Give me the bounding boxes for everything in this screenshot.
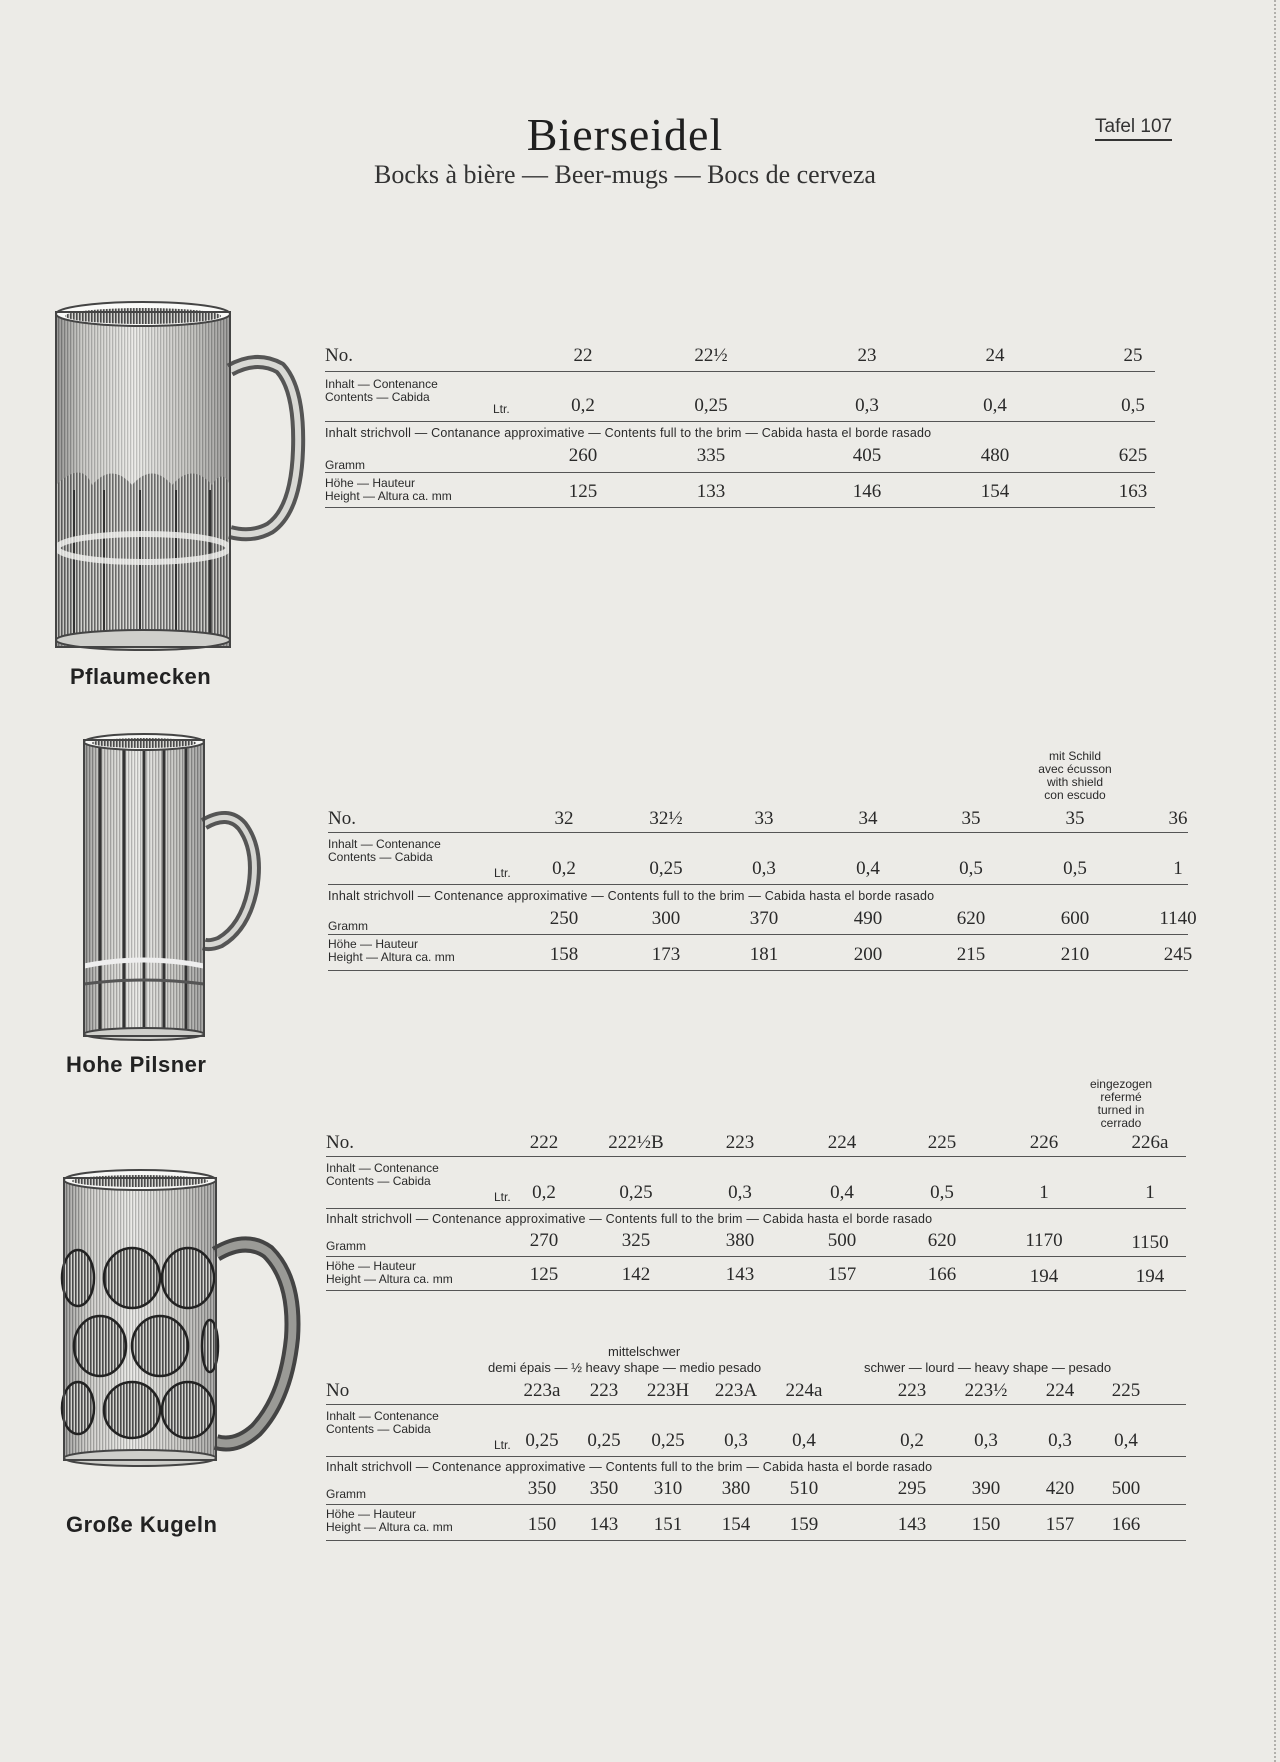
cell-no: 36	[1168, 808, 1188, 829]
no-label: No.	[328, 808, 356, 829]
cell-no: 223A	[714, 1380, 758, 1401]
cell-gramm: 1150	[1131, 1232, 1169, 1253]
cell-gramm: 405	[852, 445, 882, 466]
ltr-unit: Ltr.	[494, 1438, 511, 1452]
cell-height: 158	[549, 944, 579, 965]
full-to-brim-note: Inhalt strichvoll — Contanance approximative — Contents full to the brim — Cabida hasta el borde rasado	[325, 426, 932, 440]
row-divider	[326, 1256, 1186, 1257]
no-label: No.	[326, 1132, 354, 1153]
cell-gramm: 390	[971, 1478, 1001, 1499]
row-divider	[325, 421, 1155, 422]
gramm-label: Gramm	[326, 1487, 366, 1501]
row-divider	[328, 832, 1188, 833]
ltr-unit: Ltr.	[493, 402, 510, 416]
pflaumecken-table	[325, 345, 1155, 515]
cell-ltr: 0,4	[1114, 1430, 1138, 1451]
cell-gramm: 1140	[1159, 908, 1197, 929]
cell-gramm: 260	[568, 445, 598, 466]
cell-gramm: 600	[1060, 908, 1090, 929]
cell-height: 166	[1111, 1514, 1141, 1535]
cell-height: 151	[653, 1514, 683, 1535]
cell-gramm: 295	[897, 1478, 927, 1499]
medium-weight-note: demi épais — ½ heavy shape — medio pesado	[488, 1360, 762, 1375]
cell-no: 25	[1123, 345, 1143, 366]
row-divider	[325, 472, 1155, 473]
cell-no: 34	[858, 808, 878, 829]
cell-gramm: 325	[621, 1230, 651, 1251]
cell-no: 223H	[646, 1380, 690, 1401]
cell-ltr: 0,4	[792, 1430, 816, 1451]
cell-no: 32½	[649, 808, 683, 829]
ltr-unit: Ltr.	[494, 1190, 511, 1204]
hohe-pilsner-table	[328, 749, 1197, 980]
cell-gramm: 250	[549, 908, 579, 929]
cell-no: 226a	[1131, 1132, 1169, 1153]
cell-no: 22	[573, 345, 593, 366]
cell-gramm: 380	[725, 1230, 755, 1251]
cell-height: 200	[853, 944, 883, 965]
cell-height: 163	[1118, 481, 1148, 502]
cell-no: 222½B	[608, 1132, 664, 1153]
cell-gramm: 380	[721, 1478, 751, 1499]
cell-gramm: 510	[789, 1478, 819, 1499]
cell-height: 150	[527, 1514, 557, 1535]
cell-no: 223a	[523, 1380, 561, 1401]
cell-no: 225	[1111, 1380, 1141, 1401]
page-edge-perforation	[1273, 0, 1276, 1762]
cell-no: 224	[1045, 1380, 1075, 1401]
cell-gramm: 1170	[1025, 1230, 1063, 1251]
hohe-pilsner-mug-illustration	[80, 732, 270, 1042]
cell-height: 215	[956, 944, 986, 965]
full-to-brim-note: Inhalt strichvoll — Contenance approximative — Contents full to the brim — Cabida hasta el borde rasado	[328, 889, 935, 903]
cell-no: 223½	[964, 1380, 1008, 1401]
no-label: No.	[325, 345, 353, 366]
pflaumecken-label: Pflaumecken	[70, 664, 212, 689]
cell-height: 166	[927, 1264, 957, 1285]
cell-ltr: 0,3	[1048, 1430, 1072, 1451]
cell-gramm: 500	[1111, 1478, 1141, 1499]
no-label: No	[326, 1380, 350, 1401]
cell-no: 23	[857, 345, 877, 366]
medium-weight-top: mittelschwer	[608, 1344, 681, 1359]
cell-no: 225	[927, 1132, 957, 1153]
cell-no: 223	[725, 1132, 755, 1153]
cell-ltr: 0,2	[552, 858, 576, 879]
cell-no: 22½	[694, 345, 728, 366]
cell-ltr: 0,4	[983, 395, 1007, 416]
page-title: Bierseidel	[526, 109, 724, 160]
gramm-label: Gramm	[326, 1239, 366, 1253]
cell-no: 32	[554, 808, 574, 829]
ltr-unit: Ltr.	[494, 866, 511, 880]
cell-no: 223	[897, 1380, 927, 1401]
cell-no: 35	[961, 808, 981, 829]
cell-no: 24	[985, 345, 1005, 366]
cell-height: 181	[749, 944, 779, 965]
cell-no: 223	[589, 1380, 619, 1401]
cell-height: 133	[696, 481, 726, 502]
cell-gramm: 500	[827, 1230, 857, 1251]
row-divider	[326, 1456, 1186, 1457]
turned-in-note: eingezogen refermé turned in cerrado	[1089, 1077, 1153, 1130]
cell-height: 125	[568, 481, 598, 502]
cell-ltr: 0,2	[532, 1182, 556, 1203]
cell-gramm: 480	[980, 445, 1010, 466]
cell-ltr: 0,25	[651, 1430, 685, 1451]
height-label: Höhe — Hauteur Height — Altura ca. mm	[328, 937, 455, 964]
cell-gramm: 420	[1045, 1478, 1075, 1499]
heavy-weight-note: schwer — lourd — heavy shape — pesado	[864, 1360, 1112, 1375]
cell-gramm: 350	[527, 1478, 557, 1499]
cell-ltr: 0,5	[959, 858, 983, 879]
full-to-brim-note: Inhalt strichvoll — Contenance approximative — Contents full to the brim — Cabida hasta el borde rasado	[326, 1460, 933, 1474]
cell-ltr: 0,25	[587, 1430, 621, 1451]
row-divider	[326, 1504, 1186, 1505]
cell-height: 194	[1029, 1266, 1059, 1287]
cell-gramm: 350	[589, 1478, 619, 1499]
cell-ltr: 0,3	[855, 395, 879, 416]
cell-no: 224	[827, 1132, 857, 1153]
cell-no: 224a	[785, 1380, 823, 1401]
cell-ltr: 0,25	[694, 395, 728, 416]
cell-ltr: 0,25	[619, 1182, 653, 1203]
row-divider	[326, 1156, 1186, 1157]
cell-height: 143	[589, 1514, 619, 1535]
cell-gramm: 300	[651, 908, 681, 929]
cell-height: 146	[852, 481, 882, 502]
row-divider	[328, 970, 1188, 971]
grosse-kugeln-table	[326, 1078, 1186, 1298]
cell-height: 173	[651, 944, 681, 965]
row-divider	[326, 1208, 1186, 1209]
cell-height: 159	[789, 1514, 819, 1535]
cell-ltr: 0,3	[752, 858, 776, 879]
full-to-brim-note: Inhalt strichvoll — Contenance approximative — Contents full to the brim — Cabida hasta el borde rasado	[326, 1212, 933, 1226]
height-label: Höhe — Hauteur Height — Altura ca. mm	[325, 476, 452, 503]
weight-variant-table	[326, 1344, 1186, 1544]
cell-ltr: 0,25	[649, 858, 683, 879]
cell-ltr: 0,3	[724, 1430, 748, 1451]
cell-no: 226	[1029, 1132, 1059, 1153]
cell-height: 194	[1135, 1266, 1165, 1287]
cell-height: 154	[980, 481, 1010, 502]
contents-label: Inhalt — Contenance Contents — Cabida	[326, 1161, 439, 1188]
cell-ltr: 1	[1039, 1182, 1049, 1203]
pflaumecken-mug-illustration	[52, 300, 332, 660]
cell-height: 150	[971, 1514, 1001, 1535]
row-divider	[328, 884, 1188, 885]
cell-height: 142	[621, 1264, 651, 1285]
cell-ltr: 0,25	[525, 1430, 559, 1451]
cell-gramm: 620	[956, 908, 986, 929]
row-divider	[325, 507, 1155, 508]
row-divider	[326, 1404, 1186, 1405]
cell-height: 210	[1060, 944, 1090, 965]
grosse-kugeln-mug-illustration	[60, 1168, 320, 1468]
cell-no: 222	[529, 1132, 559, 1153]
page-subtitle: Bocks à bière — Beer-mugs — Bocs de cerveza	[374, 160, 876, 189]
contents-label: Inhalt — Contenance Contents — Cabida	[326, 1409, 439, 1436]
cell-gramm: 310	[653, 1478, 683, 1499]
cell-height: 157	[1045, 1514, 1075, 1535]
cell-height: 143	[897, 1514, 927, 1535]
cell-gramm: 490	[853, 908, 883, 929]
cell-ltr: 1	[1173, 858, 1183, 879]
cell-no: 35	[1065, 808, 1085, 829]
contents-label: Inhalt — Contenance Contents — Cabida	[325, 377, 438, 404]
cell-ltr: 0,2	[900, 1430, 924, 1451]
cell-ltr: 0,5	[930, 1182, 954, 1203]
cell-height: 245	[1163, 944, 1193, 965]
cell-ltr: 0,4	[856, 858, 880, 879]
contents-label: Inhalt — Contenance Contents — Cabida	[328, 837, 441, 864]
height-label: Höhe — Hauteur Height — Altura ca. mm	[326, 1507, 453, 1534]
cell-ltr: 0,3	[728, 1182, 752, 1203]
cell-ltr: 0,3	[974, 1430, 998, 1451]
cell-height: 154	[721, 1514, 751, 1535]
cell-gramm: 370	[749, 908, 779, 929]
cell-gramm: 620	[927, 1230, 957, 1251]
row-divider	[325, 371, 1155, 372]
cell-gramm: 335	[696, 445, 726, 466]
gramm-label: Gramm	[328, 919, 368, 933]
row-divider	[328, 934, 1188, 935]
row-divider	[326, 1540, 1186, 1541]
gramm-label: Gramm	[325, 458, 365, 472]
hohe-pilsner-label: Hohe Pilsner	[66, 1052, 207, 1077]
row-divider	[326, 1290, 1186, 1291]
cell-gramm: 625	[1118, 445, 1148, 466]
cell-height: 143	[725, 1264, 755, 1285]
cell-height: 125	[529, 1264, 559, 1285]
cell-ltr: 0,5	[1121, 395, 1145, 416]
cell-height: 157	[827, 1264, 857, 1285]
cell-ltr: 0,4	[830, 1182, 854, 1203]
cell-ltr: 0,2	[571, 395, 595, 416]
cell-ltr: 1	[1145, 1182, 1155, 1203]
cell-gramm: 270	[529, 1230, 559, 1251]
shield-note: mit Schild avec écusson with shield con escudo	[1038, 749, 1112, 802]
grosse-kugeln-label: Große Kugeln	[66, 1512, 218, 1537]
cell-no: 33	[754, 808, 774, 829]
height-label: Höhe — Hauteur Height — Altura ca. mm	[326, 1259, 453, 1286]
plate-number: Tafel 107	[1095, 116, 1172, 141]
cell-ltr: 0,5	[1063, 858, 1087, 879]
